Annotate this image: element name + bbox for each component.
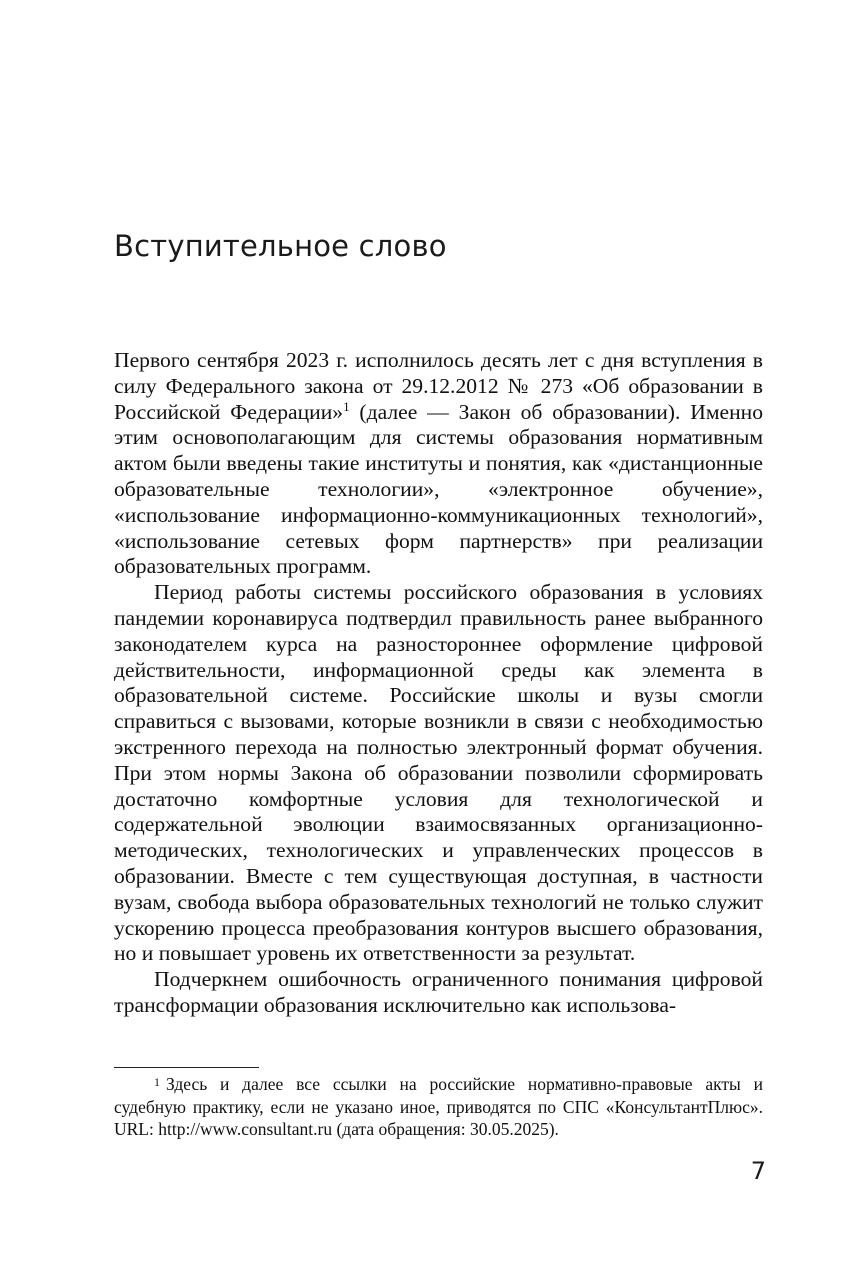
paragraph-1-text-start: Первого сентября 2023 г. исполнилось десять лет с дня вступления в силу Федерального закона от 29.12.2012 № 273 «Об образовании в Российской Федерации» [114, 348, 763, 424]
paragraph-1 [114, 348, 763, 580]
footnote [114, 1073, 763, 1141]
footnote-text: Здесь и далее все ссылки на российские нормативно-правовые акты и судебную практику, если не указано иное, приводятся по СПС «КонсультантПлюс». URL: http://www.consultant.ru (дата обращения: 30.05.2025). [114, 1074, 763, 1139]
paragraph-3: Подчеркнем ошибочность ограниченного понимания цифровой трансформации образования исключительно как использова- [114, 967, 763, 1017]
footnote-divider [114, 1067, 259, 1068]
page-number: 7 [750, 1157, 766, 1185]
footnote-reference[interactable]: 1 [343, 398, 350, 414]
footnote-number: 1 [154, 1075, 160, 1089]
paragraph-2: Период работы системы российского образования в условиях пандемии коронавируса подтвердил правильность ранее выбранного законодателем курса на разностороннее оформление цифровой действительности, информационной среды как элемента в образовательной системе. Российские школы и вузы смогли справиться с вызовами, которые возникли в связи с необходимостью экстренного перехода на полностью электронный формат обучения. При этом нормы Закона об образовании позволили сформировать достаточно комфортные условия для технологической и содержательной эволюции взаимосвязанных организационно-методических, технологических и управленческих процессов в образовании. Вместе с тем существующая доступная, в частности вузам, свобода выбора образовательных технологий не только служит ускорению процесса преобразования контуров высшего образования, но и повышает уровень их ответственности за результат. [114, 580, 763, 966]
body-text [114, 348, 763, 1019]
page-title: Вступительное слово [114, 229, 447, 263]
paragraph-1-text-end: (далее — Закон об образовании). Именно этим основополагающим для системы образования нормативным актом были введены такие институты и понятия, как «дистанционные образовательные технологии», «электронное обучение», «использование информационно-коммуникационных технологий», «использование сетевых форм партнерств» при реализации образовательных программ. [114, 399, 764, 579]
